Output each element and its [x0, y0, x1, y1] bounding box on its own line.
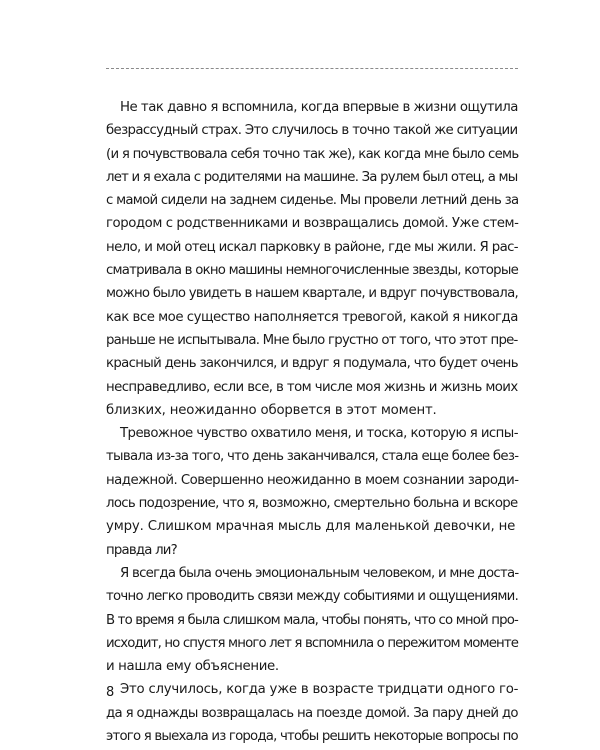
text-line: близких, неожиданно оборвется в этот момент. [106, 402, 437, 418]
body-text [106, 96, 526, 748]
paragraph [106, 96, 526, 422]
paragraph [106, 678, 526, 748]
text-line: тывала из-за того, что день заканчивался, стала еще более без- [106, 449, 519, 465]
text-line: городом с родственниками и возвращались домой. Уже стем- [106, 216, 519, 232]
text-line: с мамой сидели на заднем сиденье. Мы провели летний день за [106, 193, 519, 209]
text-line: можно было увидеть в нашем квартале, и вдруг почувствовала, [106, 286, 518, 302]
text-line: как все мое существо наполняется тревогой, какой я никогда [106, 309, 518, 325]
text-line: нело, и мой отец искал парковку в районе, где мы жили. Я рас- [106, 239, 518, 255]
paragraph [106, 562, 526, 678]
text-line: красный день закончился, и вдруг я подумала, что будет очень [106, 356, 518, 372]
text-line: (и я почувствовала себя точно так же), как когда мне было семь [106, 146, 519, 162]
text-line: раньше не испытывала. Мне было грустно от того, что этот пре- [106, 332, 518, 348]
text-line: исходит, но спустя много лет я вспомнила о пережитом моменте [106, 635, 519, 651]
paragraph [106, 422, 526, 562]
text-line: надежной. Совершенно неожиданно в моем сознании зароди- [106, 472, 519, 488]
top-dashed-divider [106, 68, 518, 69]
text-line: Не так давно я вспомнила, когда впервые в жизни ощутила [120, 100, 518, 115]
text-line: Это случилось, когда уже в возрасте тридцати одного го- [120, 682, 519, 698]
text-line: этого я выехала из города, чтобы решить некоторые вопросы по [106, 729, 518, 745]
page-number: 8 [106, 685, 115, 700]
text-line: В то время я была слишком мала, чтобы понять, что со мной про- [106, 612, 518, 628]
text-line: лет и я ехала с родителями на машине. За рулем был отец, а мы [106, 169, 518, 185]
text-line: лось подозрение, что я, возможно, смертельно больна и вскоре [106, 496, 518, 512]
text-line: умру. Слишком мрачная мысль для маленькой девочки, не [106, 519, 516, 535]
text-line: Тревожное чувство охватило меня, и тоска, которую я испы- [120, 426, 518, 442]
text-line: Я всегда была очень эмоциональным человеком, и мне доста- [120, 565, 519, 581]
text-line: да я однажды возвращалась на поезде домой. За пару дней до [106, 705, 518, 721]
text-line: безрассудный страх. Это случилось в точно такой же ситуации [106, 123, 518, 139]
text-line: правда ли? [106, 542, 177, 558]
text-line: и нашла ему объяснение. [106, 659, 279, 675]
text-line: несправедливо, если все, в том числе моя жизнь и жизнь моих [106, 379, 518, 395]
text-line: точно легко проводить связи между событиями и ощущениями. [106, 589, 519, 605]
text-line: сматривала в окно машины немногочисленные звезды, которые [106, 263, 518, 279]
